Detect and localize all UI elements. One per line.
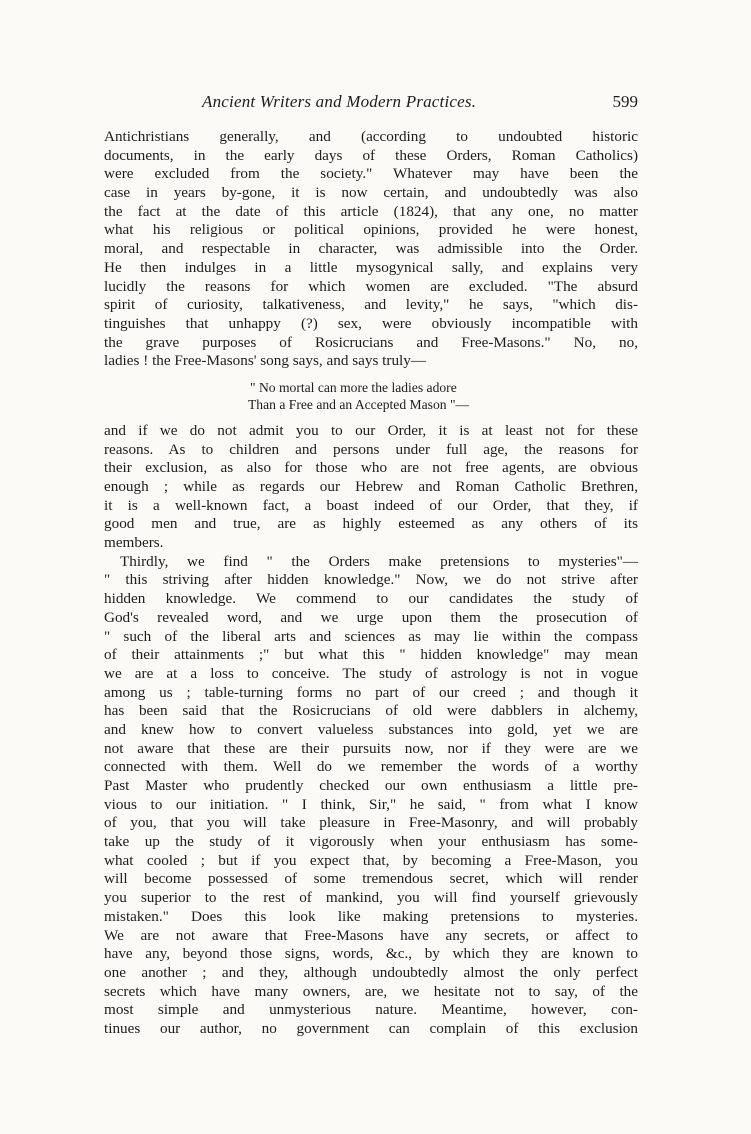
text-line: good men and true, are as highly esteemed as any others of its (104, 515, 638, 533)
text-line: secrets which have many owners, are, we hesitate not to say, of the (104, 982, 638, 1000)
text-line: has been said that the Rosicrucians of old were dabblers in alchemy, (104, 702, 638, 720)
text-line: tinues our author, no government can complain of this exclusion (104, 1019, 638, 1037)
quote-line: Than a Free and an Accepted Mason "— (248, 397, 470, 413)
text-line: what his religious or political opinions, provided he were honest, (104, 221, 638, 239)
text-line: " this striving after hidden knowledge." Now, we do not strive after (104, 571, 638, 589)
page-header (104, 92, 638, 120)
paragraph-1 (104, 128, 638, 371)
text-line: members. (104, 534, 164, 552)
text-line: We are not aware that Free-Masons have any secrets, or affect to (104, 926, 638, 944)
text-line: He then indulges in a little mysogynical sally, and explains very (104, 258, 638, 276)
text-line: spirit of curiosity, talkativeness, and levity," he says, "which dis- (104, 296, 638, 314)
text-line: Thirdly, we find " the Orders make pretensions to mysteries"— (120, 552, 638, 570)
text-line: take up the study of it vigorously when your enthusiasm has some- (104, 833, 638, 851)
text-line: it is a well-known fact, a boast indeed of our Order, that they, if (104, 496, 638, 514)
text-line: and knew how to convert valueless substances into gold, yet we are (104, 720, 638, 738)
text-line: Past Master who prudently checked our own enthusiasm a little pre- (104, 777, 638, 794)
text-line: not aware that these are their pursuits now, nor if they were are we (104, 739, 638, 757)
text-line: you superior to the rest of mankind, you will find yourself grievously (104, 889, 638, 907)
text-line: mistaken." Does this look like making pretensions to mysteries. (104, 907, 638, 925)
text-line: the grave purposes of Rosicrucians and Free-Masons." No, no, (104, 333, 638, 351)
paragraph-2 (104, 422, 638, 553)
text-line: their exclusion, as also for those who are not free agents, are obvious (104, 459, 638, 477)
text-line: among us ; table-turning forms no part of our creed ; and though it (104, 683, 638, 701)
text-line: were excluded from the society." Whatever may have been the (104, 165, 638, 183)
running-title: Ancient Writers and Modern Practices. (202, 92, 477, 111)
text-line: most simple and unmysterious nature. Meantime, however, con- (104, 1001, 638, 1019)
page-number: 599 (612, 92, 638, 111)
text-line: hidden knowledge. We commend to our candidates the study of (104, 590, 638, 608)
text-line: we are at a loss to conceive. The study of astrology is not in vogue (104, 664, 638, 682)
text-line: lucidly the reasons for which women are excluded. "The absurd (104, 277, 638, 295)
text-line: one another ; and they, although undoubtedly almost the only perfect (104, 963, 638, 981)
text-line: what cooled ; but if you expect that, by becoming a Free-Mason, you (104, 851, 638, 869)
text-line: case in years by-gone, it is now certain, and undoubtedly was also (104, 184, 638, 202)
text-line: vious to our initiation. " I think, Sir," he said, " from what I know (104, 795, 638, 813)
text-line: " such of the liberal arts and sciences as may lie within the compass (104, 627, 638, 645)
text-line: moral, and respectable in character, was admissible into the Order. (104, 240, 638, 258)
quote-line: " No mortal can more the ladies adore (250, 379, 457, 395)
text-line: will become possessed of some tremendous secret, which will render (104, 870, 638, 888)
text-line: ladies ! the Free-Masons' song says, and says truly— (104, 352, 427, 370)
text-line: tinguishes that unhappy (?) sex, were obviously incompatible with (104, 314, 638, 332)
text-line: connected with them. Well do we remember the words of a worthy (104, 758, 638, 776)
text-line: of you, that you will take pleasure in Free-Masonry, and will probably (104, 814, 638, 832)
text-line: documents, in the early days of these Orders, Roman Catholics) (104, 146, 638, 164)
text-line: the fact at the date of this article (1824), that any one, no matter (104, 202, 638, 220)
verse-quotation (104, 379, 638, 414)
text-line: have any, beyond those signs, words, &c., by which they are known to (104, 945, 638, 963)
text-line: reasons. As to children and persons under full age, the reasons for (104, 440, 638, 458)
text-line: Antichristians generally, and (according to undoubted historic (104, 128, 638, 145)
text-line: enough ; while as regards our Hebrew and Roman Catholic Brethren, (104, 478, 638, 495)
body-text (104, 128, 638, 1039)
text-line: God's revealed word, and we urge upon them the prosecution of (104, 608, 638, 626)
paragraph-3 (104, 553, 638, 1039)
text-line: and if we do not admit you to our Order, it is at least not for these (104, 421, 638, 439)
text-line: of their attainments ;" but what this " hidden knowledge" may mean (104, 646, 638, 664)
